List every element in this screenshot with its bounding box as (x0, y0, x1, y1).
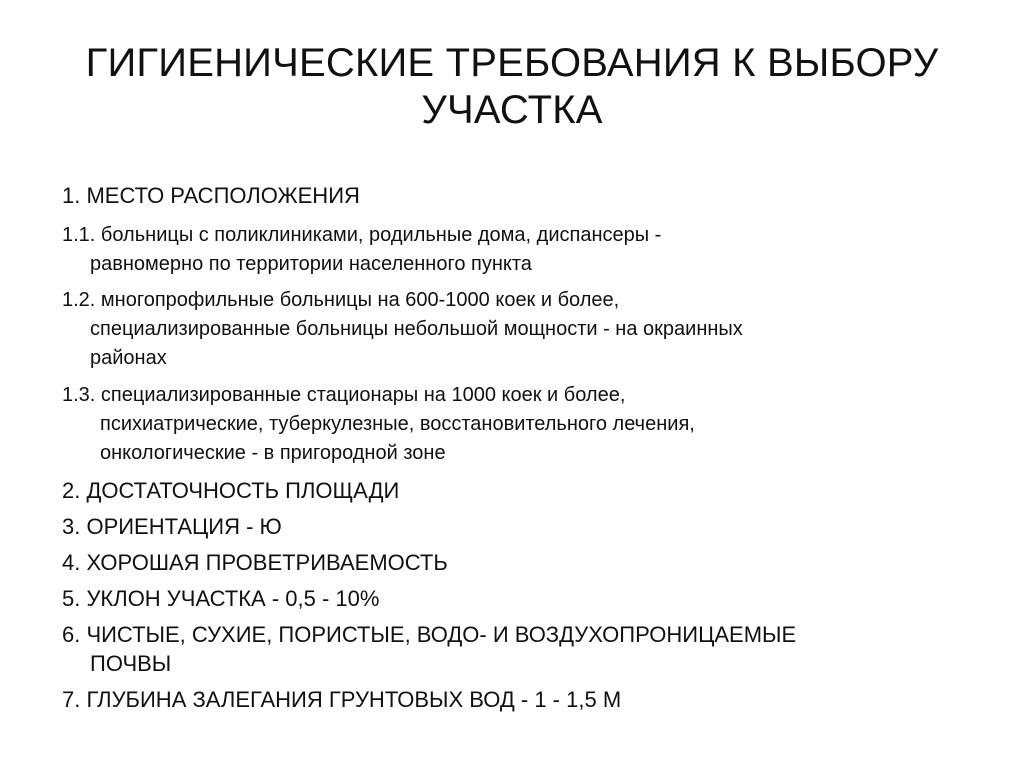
item-text-continuation: равномерно по территории населенного пункта (90, 253, 532, 275)
item-text: 5. УКЛОН УЧАСТКА - 0,5 - 10% (62, 586, 380, 611)
list-item-slope (62, 584, 962, 613)
item-text-continuation: районах (90, 347, 167, 369)
title-line-2: УЧАСТКА (421, 88, 603, 132)
item-text-continuation: ПОЧВЫ (90, 651, 172, 676)
slide-title (80, 40, 944, 134)
list-item-soil (62, 620, 962, 678)
item-text: 1. МЕСТО РАСПОЛОЖЕНИЯ (62, 183, 360, 208)
list-item-1-3 (62, 381, 962, 468)
list-item-ventilation (62, 548, 962, 577)
item-text-continuation: онкологические - в пригородной зоне (100, 442, 446, 464)
title-line-1: ГИГИЕНИЧЕСКИЕ ТРЕБОВАНИЯ К ВЫБОРУ (85, 41, 939, 85)
list-item-groundwater (62, 685, 962, 714)
item-text: 4. ХОРОШАЯ ПРОВЕТРИВАЕМОСТЬ (62, 550, 448, 575)
item-text-continuation: специализированные больницы небольшой мощности - на окраинных (90, 318, 743, 340)
item-text: 1.3. специализированные стационары на 1000 коек и более, (62, 384, 626, 406)
requirements-list (62, 181, 962, 714)
list-item-1-1 (62, 221, 962, 279)
list-item-location (62, 181, 962, 215)
item-text-continuation: психиатрические, туберкулезные, восстановительного лечения, (100, 413, 695, 435)
item-text: 1.2. многопрофильные больницы на 600-1000 коек и более, (62, 289, 620, 311)
item-text: 1.1. больницы с поликлиниками, родильные дома, диспансеры - (62, 224, 662, 246)
list-item-1-2 (62, 286, 962, 373)
item-text: 3. ОРИЕНТАЦИЯ - Ю (62, 514, 282, 539)
item-text: 6. ЧИСТЫЕ, СУХИЕ, ПОРИСТЫЕ, ВОДО- И ВОЗДУХОПРОНИЦАЕМЫЕ (62, 622, 797, 647)
list-item-area (62, 476, 962, 505)
item-text: 7. ГЛУБИНА ЗАЛЕГАНИЯ ГРУНТОВЫХ ВОД - 1 - 1,5 М (62, 687, 622, 712)
list-item-orientation (62, 512, 962, 541)
item-text: 2. ДОСТАТОЧНОСТЬ ПЛОЩАДИ (62, 478, 400, 503)
